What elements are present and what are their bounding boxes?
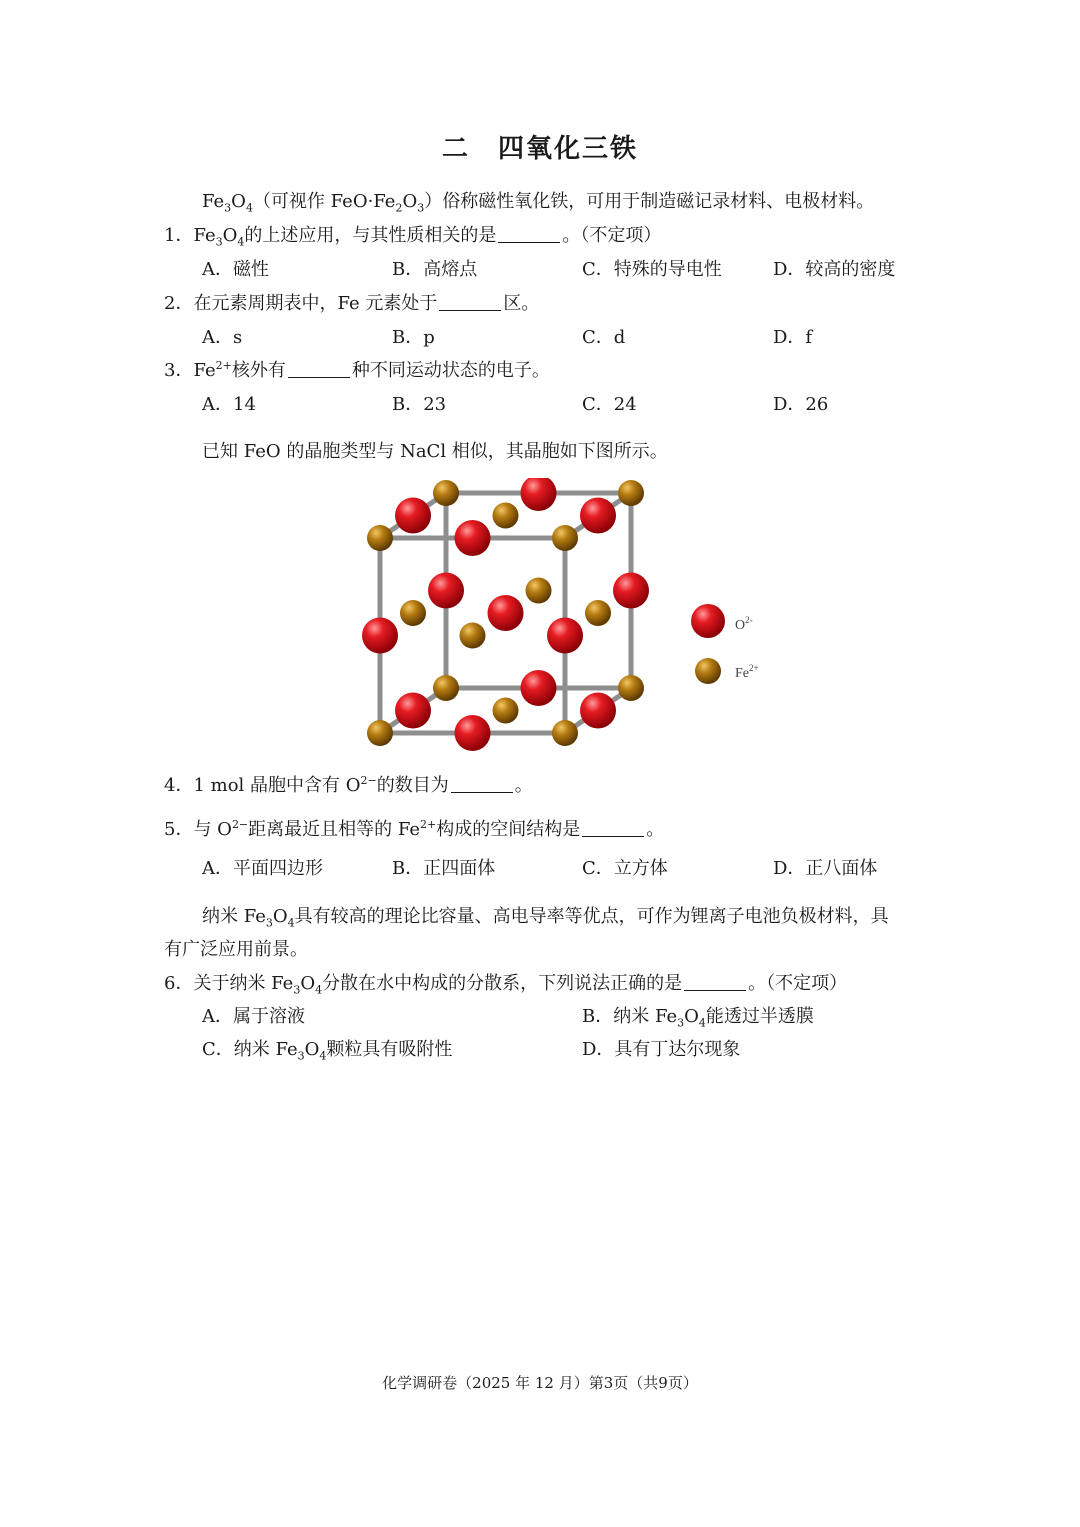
legend bbox=[691, 604, 759, 684]
q5-option-a[interactable]: A．平面四边形 bbox=[202, 858, 323, 879]
o2-ion bbox=[488, 595, 524, 631]
q1-option-d[interactable]: D．较高的密度 bbox=[773, 259, 896, 280]
q3-option-b[interactable]: B．23 bbox=[392, 394, 447, 415]
q3-option-a[interactable]: A．14 bbox=[202, 394, 256, 415]
fe2-ion bbox=[367, 720, 393, 746]
legend-fe2-label: $Fe^{2+}$ bbox=[735, 663, 759, 681]
answer-blank[interactable] bbox=[498, 242, 560, 243]
question-1: 1．$Fe_3O_4$的上述应用，与其性质相关的是 。（不定项） bbox=[164, 225, 662, 249]
q1-option-c[interactable]: C．特殊的导电性 bbox=[582, 259, 722, 280]
o2-ion bbox=[395, 693, 431, 729]
q6-option-d[interactable]: D．具有丁达尔现象 bbox=[582, 1039, 741, 1060]
o2-ion bbox=[455, 715, 491, 751]
section-title: 二 四氧化三铁 bbox=[441, 134, 638, 164]
q1-option-a[interactable]: A．磁性 bbox=[202, 259, 269, 280]
feo-intro-paragraph: 已知 FeO 的晶胞类型与 NaCl 相似，其晶胞如下图所示。 bbox=[202, 441, 668, 462]
question-4: 4．1 mol 晶胞中含有 $O^{2-}$的数目为 。 bbox=[164, 774, 533, 796]
q6-option-b[interactable]: B．纳米 $Fe_3O_4$能透过半透膜 bbox=[582, 1006, 814, 1030]
q6-option-c[interactable]: C．纳米 $Fe_3O_4$颗粒具有吸附性 bbox=[202, 1039, 453, 1063]
o2-ion bbox=[395, 498, 431, 534]
o2-ion bbox=[580, 693, 616, 729]
fe2-ion bbox=[400, 600, 426, 626]
fe2-ion bbox=[493, 698, 519, 724]
fe2-ion bbox=[618, 480, 644, 506]
fe2-ion bbox=[618, 675, 644, 701]
fe2-ion bbox=[526, 578, 552, 604]
answer-blank[interactable] bbox=[439, 310, 501, 311]
fe2-ion bbox=[460, 623, 486, 649]
answer-blank[interactable] bbox=[451, 792, 513, 793]
fe2-ion bbox=[552, 525, 578, 551]
q3-option-d[interactable]: D．26 bbox=[773, 394, 829, 415]
page-footer: 化学调研卷（2025 年 12 月）第3页（共9页） bbox=[382, 1374, 698, 1392]
q2-option-a[interactable]: A．s bbox=[202, 327, 243, 348]
fe2-ion bbox=[433, 480, 459, 506]
o2-ion bbox=[547, 618, 583, 654]
q5-option-b[interactable]: B．正四面体 bbox=[392, 858, 496, 879]
nano-intro-line2: 有广泛应用前景。 bbox=[164, 939, 308, 960]
question-6: 6．关于纳米 $Fe_3O_4$分散在水中构成的分散系，下列说法正确的是 。（不定项） bbox=[164, 973, 848, 997]
unit-cell-diagram bbox=[350, 478, 780, 756]
feo-unit-cell-figure bbox=[350, 478, 780, 756]
q5-option-d[interactable]: D．正八面体 bbox=[773, 858, 878, 879]
question-2: 2．在元素周期表中，Fe 元素处于 区。 bbox=[164, 293, 540, 314]
o2-ion bbox=[580, 498, 616, 534]
nano-intro-line1: 纳米 $Fe_3O_4$具有较高的理论比容量、高电导率等优点，可作为锂离子电池负极材料，具 bbox=[202, 906, 889, 930]
legend-o2-label: $O^{2-}$ bbox=[735, 615, 753, 633]
question-5: 5．与 $O^{2-}$距离最近且相等的 $Fe^{2+}$构成的空间结构是 。 bbox=[164, 818, 665, 840]
q5-option-c[interactable]: C．立方体 bbox=[582, 858, 668, 879]
o2-ion bbox=[521, 670, 557, 706]
answer-blank[interactable] bbox=[288, 377, 350, 378]
answer-blank[interactable] bbox=[582, 836, 644, 837]
fe2-ion bbox=[585, 600, 611, 626]
q1-option-b[interactable]: B．高熔点 bbox=[392, 259, 478, 280]
q2-option-c[interactable]: C．d bbox=[582, 327, 626, 348]
q2-option-d[interactable]: D．f bbox=[773, 327, 813, 348]
answer-blank[interactable] bbox=[684, 990, 746, 991]
o2-ion bbox=[428, 573, 464, 609]
q2-option-b[interactable]: B．p bbox=[392, 327, 435, 348]
q3-option-c[interactable]: C．24 bbox=[582, 394, 637, 415]
legend-fe2-swatch bbox=[695, 658, 721, 684]
fe2-ion bbox=[552, 720, 578, 746]
fe2-ion bbox=[493, 503, 519, 529]
q6-option-a[interactable]: A．属于溶液 bbox=[202, 1006, 305, 1027]
o2-ion bbox=[362, 618, 398, 654]
legend-o2-swatch bbox=[691, 604, 725, 638]
fe2-ion bbox=[433, 675, 459, 701]
o2-ion bbox=[613, 573, 649, 609]
intro-paragraph: $Fe_3O_4$（可视作 $FeO\cdot Fe_2O_3$）俗称磁性氧化铁，可用于制造磁记录材料、电极材料。 bbox=[202, 191, 875, 215]
o2-ion bbox=[521, 478, 557, 511]
question-3: 3．$Fe^{2+}$核外有 种不同运动状态的电子。 bbox=[164, 359, 550, 381]
fe2-ion bbox=[367, 525, 393, 551]
o2-ion bbox=[455, 520, 491, 556]
